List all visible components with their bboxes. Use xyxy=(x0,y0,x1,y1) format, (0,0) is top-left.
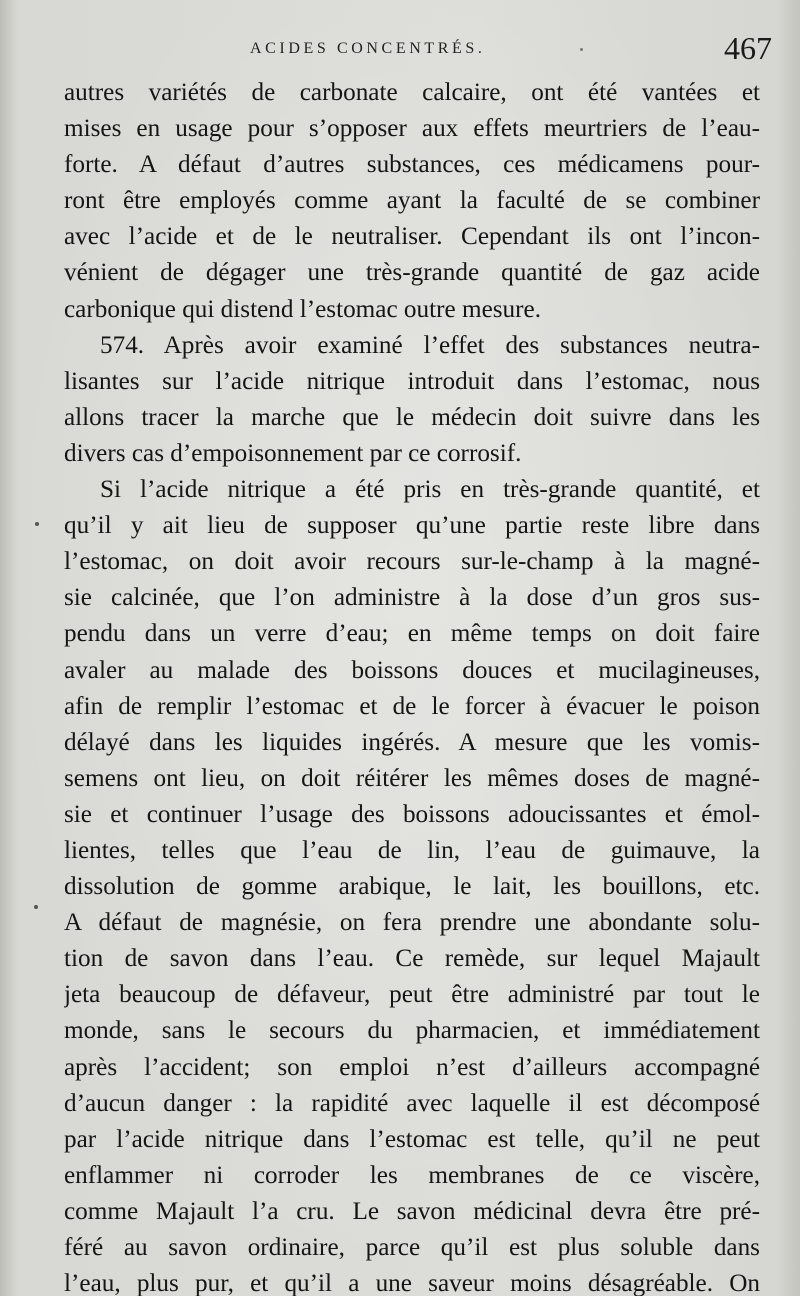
text-line: jeta beaucoup de défaveur, peut être administré par tout le xyxy=(64,981,760,1009)
page-number: 467 xyxy=(724,30,772,66)
text-line: dissolution de gomme arabique, le lait, les bouillons, etc. xyxy=(64,873,760,901)
text-line: ront être employés comme ayant la faculté de se combiner xyxy=(64,187,760,215)
text-line: vénient de dégager une très-grande quantité de gaz acide xyxy=(64,259,760,287)
text-line: l’estomac, on doit avoir recours sur-le-champ à la magné- xyxy=(64,548,760,576)
paper-speck xyxy=(580,48,583,51)
text-line: délayé dans les liquides ingérés. A mesure que les vomis- xyxy=(64,728,760,756)
running-head: ACIDES CONCENTRÉS. xyxy=(250,40,486,57)
text-line: allons tracer la marche que le médecin doit suivre dans les xyxy=(64,403,760,431)
text-line: sie calcinée, que l’on administre à la dose d’un gros sus- xyxy=(64,584,760,612)
text-line: A défaut de magnésie, on fera prendre une abondante solu- xyxy=(64,909,760,937)
text-line: après l’accident; son emploi n’est d’ailleurs accompagné xyxy=(64,1053,760,1081)
body-text xyxy=(64,75,760,1296)
text-line: par l’acide nitrique dans l’estomac est telle, qu’il ne peut xyxy=(64,1125,760,1153)
text-line: lisantes sur l’acide nitrique introduit dans l’estomac, nous xyxy=(64,367,760,395)
text-line: mises en usage pour s’opposer aux effets meurtriers de l’eau- xyxy=(64,115,760,143)
text-line: divers cas d’empoisonnement par ce corrosif. xyxy=(64,439,522,467)
text-line: forte. A défaut d’autres substances, ces médicamens pour- xyxy=(64,151,760,179)
text-line: afin de remplir l’estomac et de le forcer à évacuer le poison xyxy=(64,692,760,720)
text-line: tion de savon dans l’eau. Ce remède, sur lequel Majault xyxy=(64,945,760,973)
text-line: lientes, telles que l’eau de lin, l’eau de guimauve, la xyxy=(64,836,760,864)
text-line: carbonique qui distend l’estomac outre mesure. xyxy=(64,295,542,323)
text-line: qu’il y ait lieu de supposer qu’une partie reste libre dans xyxy=(64,512,760,540)
text-line: sie et continuer l’usage des boissons adoucissantes et émol- xyxy=(64,800,760,828)
text-line: féré au savon ordinaire, parce qu’il est plus soluble dans xyxy=(64,1234,760,1261)
text-line: l’eau, plus pur, et qu’il a une saveur moins désagréable. On xyxy=(64,1270,760,1296)
paper-speck xyxy=(35,522,39,526)
text-line: autres variétés de carbonate calcaire, ont été vantées et xyxy=(64,79,760,106)
text-line: pendu dans un verre d’eau; en même temps on doit faire xyxy=(64,620,760,648)
text-line: semens ont lieu, on doit réitérer les mêmes doses de magné- xyxy=(64,764,760,792)
text-line: enflammer ni corroder les membranes de ce viscère, xyxy=(64,1161,760,1189)
paragraph-start-line: 574. Après avoir examiné l’effet des substances neutra- xyxy=(100,331,760,359)
text-line: comme Majault l’a cru. Le savon médicinal devra être pré- xyxy=(64,1197,760,1225)
text-line: avaler au malade des boissons douces et mucilagineuses, xyxy=(64,656,760,684)
paper-speck xyxy=(34,905,38,909)
paragraph-start-line: Si l’acide nitrique a été pris en très-grande quantité, et xyxy=(100,476,760,504)
text-line: monde, sans le secours du pharmacien, et immédiatement xyxy=(64,1017,760,1045)
text-line: d’aucun danger : la rapidité avec laquelle il est décomposé xyxy=(64,1089,760,1117)
text-line: avec l’acide et de le neutraliser. Cependant ils ont l’incon- xyxy=(64,223,760,251)
